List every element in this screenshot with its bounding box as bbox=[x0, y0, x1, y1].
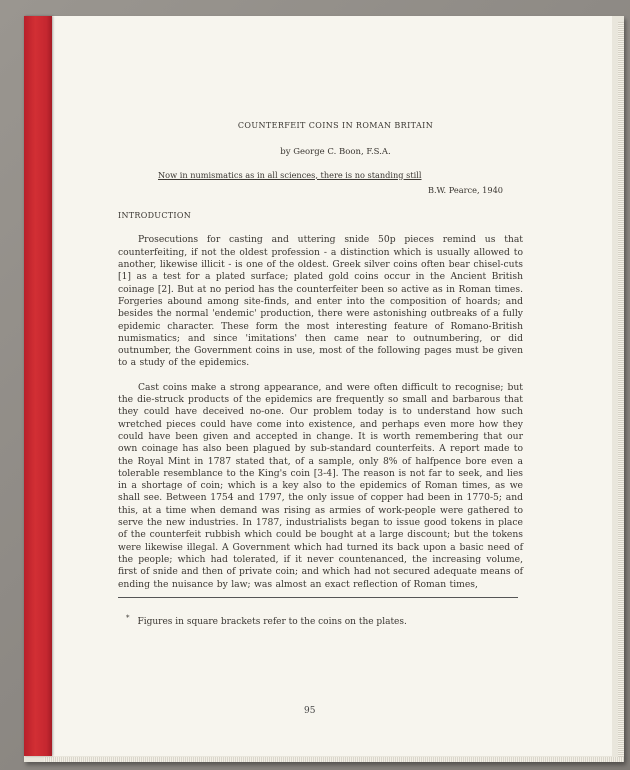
epigraph: Now in numismatics as in all sciences, there is no standing still bbox=[158, 169, 422, 180]
footnote-text: Figures in square brackets refer to the coins on the plates. bbox=[137, 616, 407, 627]
paragraph-cast-coins bbox=[118, 382, 523, 591]
page-edges-right bbox=[618, 22, 624, 762]
footnote-mark: * bbox=[126, 613, 130, 622]
page-number: 95 bbox=[304, 706, 316, 716]
red-binding-strip bbox=[24, 16, 52, 756]
paragraph-introduction bbox=[118, 234, 523, 369]
footnote-rule bbox=[118, 597, 518, 598]
author-line: by George C. Boon, F.S.A. bbox=[280, 147, 391, 158]
page-edges-bottom bbox=[44, 757, 624, 762]
paragraph-text: Prosecutions for casting and uttering snide 50p pieces remind us that counterfeiting, if not the oldest profession - a distinction which is usually allowed to another, likewise illicit - is one of the oldest. Greek silver coins often bear chisel-cuts [1] as a test for a plated surface; plated gold coins occur in the Ancient British coinage [2]. But at no period has the counterfeiter been so active as in Roman times. Forgeries abound among site-finds, and enter into the composition of hoards; and besides the normal 'endemic' production, there were astonishing outbreaks of a fully epidemic character. These form the most interesting feature of Romano-British numismatics; and since 'imitations' then came near to outnumbering, or did outnumber, the Government coins in use, most of the following pages must be given to a study of the epidemics. bbox=[118, 234, 523, 369]
footnote bbox=[126, 612, 523, 628]
paragraph-text: Cast coins make a strong appearance, and were often difficult to recognise; but the die-struck products of the epidemics are frequently so small and barbarous that they could have deceived no-one. Our problem today is to understand how such wretched pieces could have come into existence, and perhaps even more how they could have been given and accepted in change. It is worth remembering that our own coinage has also been plagued by sub-standard counterfeits. A report made to the Royal Mint in 1787 stated that, of a sample, only 8% of halfpence bore even a tolerable resemblance to the King's coin [3-4]. The reason is not far to seek, and lies in a shortage of coin; which is a key also to the epidemics of Roman times, as we shall see. Between 1754 and 1797, the only issue of copper had been in 1770-5; and this, at a time when demand was rising as armies of work-people were gathered to serve the new industries. In 1787, industrialists began to issue good tokens in place of the counterfeit rubbish which could be bought at a large discount; but the tokens were likewise illegal. A Government which had turned its back upon a basic need of the people; which had tolerated, if it never countenanced, the increasing volume, first of snide and then of private coin; and which had not secured adequate means of ending the nuisance by law; was almost an exact reflection of Roman times, bbox=[118, 381, 523, 590]
epigraph-attribution: B.W. Pearce, 1940 bbox=[427, 184, 503, 195]
page-content bbox=[118, 120, 523, 628]
document-title: COUNTERFEIT COINS IN ROMAN BRITAIN bbox=[237, 121, 434, 130]
section-heading: INTRODUCTION bbox=[118, 211, 192, 221]
